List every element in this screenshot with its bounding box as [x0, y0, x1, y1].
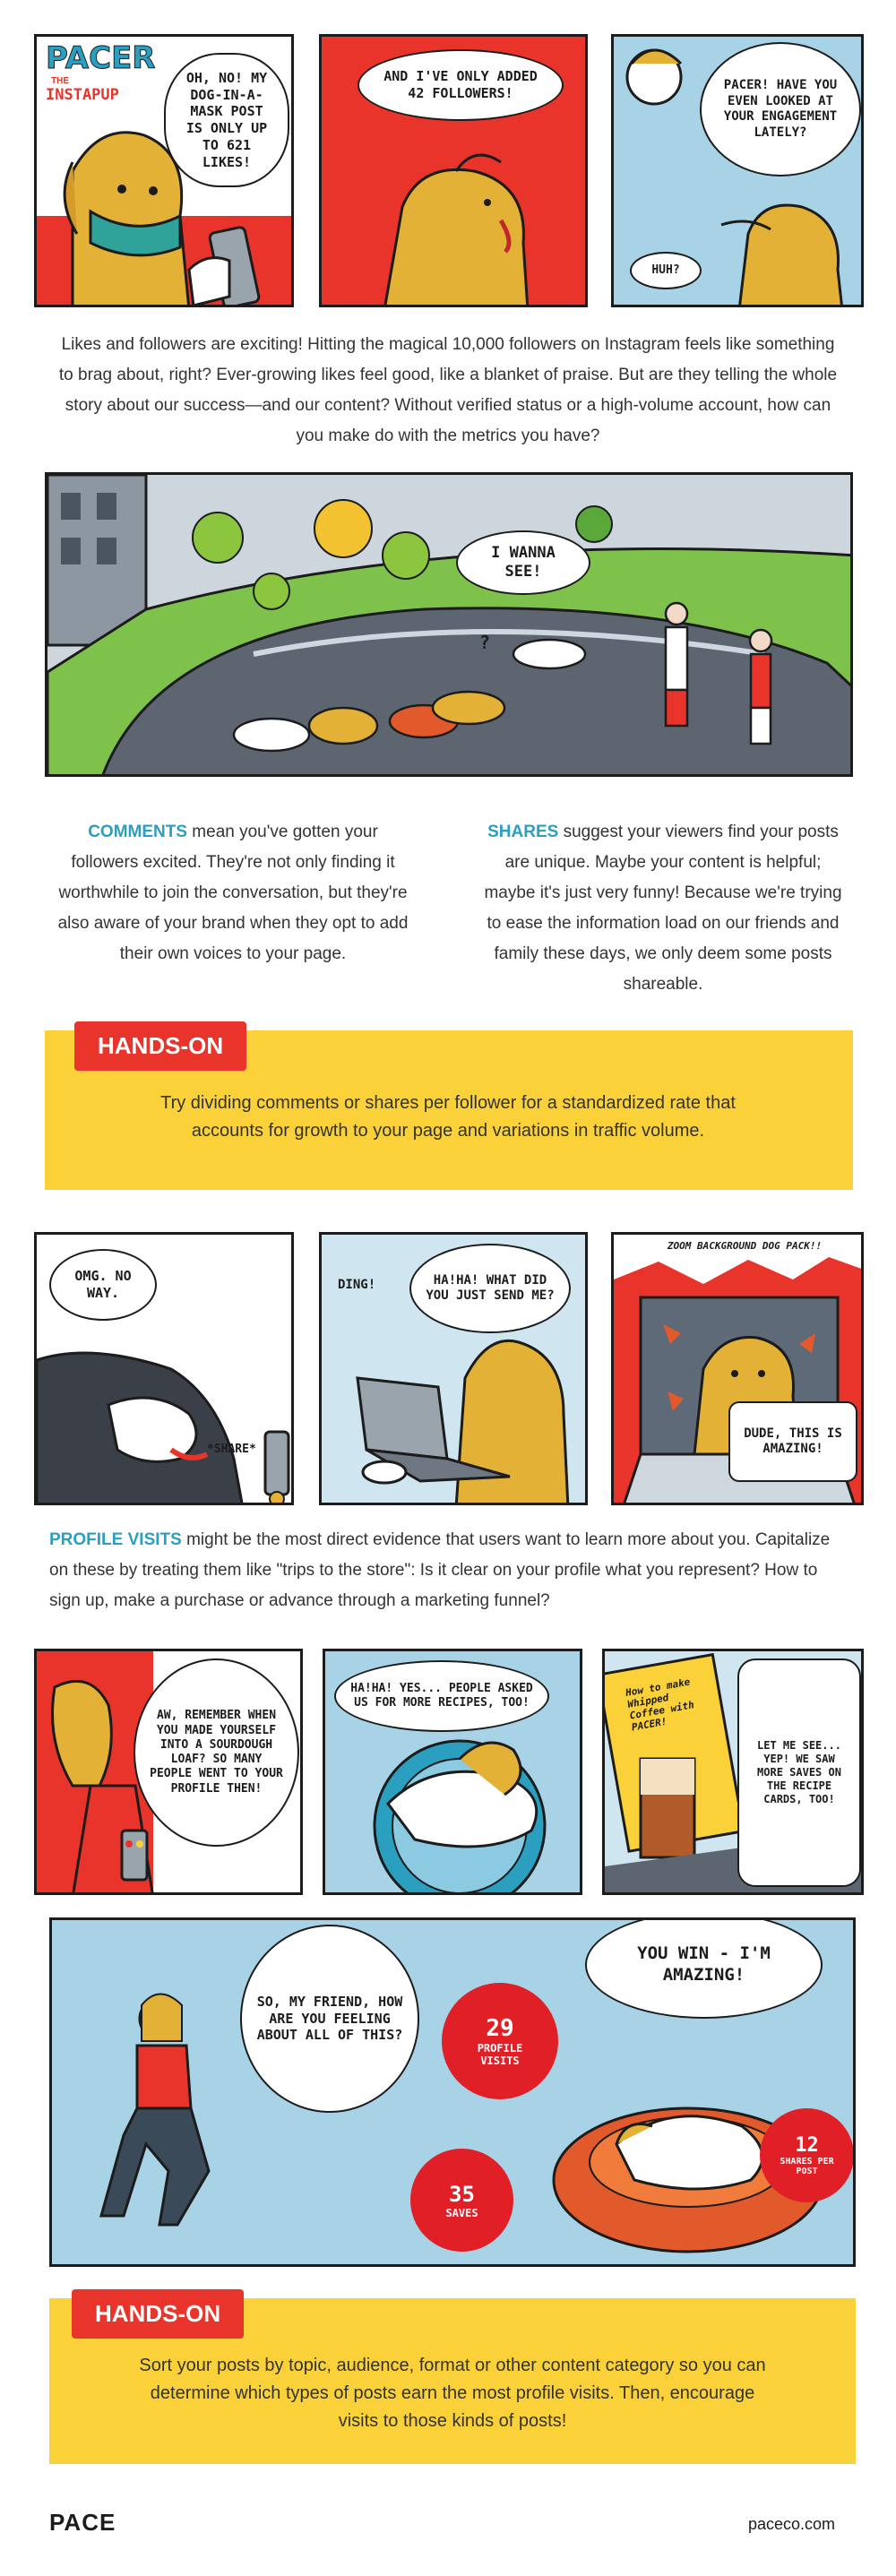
speech-bubble: YOU WIN - I'M AMAZING! — [585, 1917, 823, 2019]
pacer-logo-sub: INSTAPUP — [46, 86, 119, 104]
badge-label: SAVES — [445, 2206, 478, 2219]
shares-paragraph — [479, 817, 847, 1000]
hands-on-text: Sort your posts by topic, audience, format or other content category so you can determine which types of posts earn the most profile visits. Then, encourage visits to those kinds of posts! — [139, 2356, 766, 2431]
zoom-title: ZOOM BACKGROUND DOG PACK!! — [667, 1240, 823, 1252]
comic-panel-5 — [319, 1232, 588, 1505]
profile-visits-text: might be the most direct evidence that users want to learn more about you. Capitalize on these by treating them like "trips to the store": Is it clear on your profile what you represent? How to sign up, make a purchase or advance through a marketing funnel? — [49, 1530, 831, 1610]
shares-text: suggest your viewers find your posts are unique. Maybe your content is helpful; maybe it's just very funny! Because we're trying to ease the information load on our friends and family these days, we only deem some posts shareable. — [484, 823, 842, 994]
intro-paragraph: Likes and followers are exciting! Hitting the magical 10,000 followers on Instagram feels like something to brag about, right? Ever-growing likes feel good, like a blanket of praise. But are they telling the whole story about our success—and our content? Without verified status or a high-volume account, how can you make do with the metrics you have? — [58, 335, 838, 445]
comic-panel-1 — [34, 34, 294, 307]
comic-panel-3 — [611, 34, 864, 307]
shares-keyword: SHARES — [487, 823, 559, 841]
footer-logo: PACE — [49, 2509, 116, 2536]
badge-label: PROFILE VISITS — [477, 2042, 523, 2067]
badge-label: SHARES PER POST — [780, 2157, 834, 2176]
profile-visits-keyword: PROFILE VISITS — [49, 1530, 182, 1549]
hands-on-label: HANDS-ON — [74, 1021, 246, 1071]
speech-bubble: OH, NO! MY DOG-IN-A-MASK POST IS ONLY UP TO 621 LIKES! — [164, 53, 289, 187]
hands-on-callout-1 — [45, 1030, 853, 1190]
recipe-card-text: How to make Whipped Coffee with PACER! — [625, 1676, 695, 1734]
footer-url[interactable]: paceco.com — [748, 2515, 836, 2533]
pacer-logo-title: PACER — [46, 40, 156, 76]
ding-sound-effect: DING! — [338, 1278, 376, 1292]
speech-bubble: HA!HA! WHAT DID YOU JUST SEND ME? — [409, 1244, 571, 1333]
comic-panel-4 — [34, 1232, 294, 1505]
badge-number: 12 — [795, 2134, 819, 2157]
speech-bubble: I WANNA SEE! — [456, 530, 590, 595]
comic-panel-2 — [319, 34, 588, 307]
comic-panel-6 — [611, 1232, 864, 1505]
question-mark: ? — [479, 632, 491, 653]
comic-panel-7 — [34, 1649, 303, 1895]
park-illustration-panel — [45, 472, 853, 777]
profile-visits-badge — [442, 1983, 558, 2099]
speech-bubble: OMG. NO WAY. — [49, 1249, 157, 1321]
badge-number: 29 — [486, 2015, 514, 2042]
comic-panel-9 — [602, 1649, 864, 1895]
speech-bubble: DUDE, THIS IS AMAZING! — [728, 1401, 857, 1482]
pacer-logo-the: THE — [51, 76, 69, 86]
pacer-logo — [46, 40, 156, 104]
speech-bubble-small: HUH? — [630, 252, 702, 289]
share-sound-effect: *SHARE* — [207, 1443, 256, 1456]
comments-paragraph — [54, 817, 412, 969]
shares-per-post-badge — [760, 2108, 854, 2202]
speech-bubble: HA!HA! YES... PEOPLE ASKED US FOR MORE RECIPES, TOO! — [334, 1660, 549, 1732]
comments-keyword: COMMENTS — [88, 823, 188, 841]
hands-on-label: HANDS-ON — [72, 2289, 244, 2339]
saves-badge — [410, 2149, 513, 2252]
comments-text: mean you've gotten your followers excited. They're not only finding it worthwhile to join the conversation, but they're also aware of your brand when they opt to add their own voices to your page. — [57, 823, 409, 963]
badge-number: 35 — [449, 2181, 475, 2207]
speech-bubble: AW, REMEMBER WHEN YOU MADE YOURSELF INTO A SOURDOUGH LOAF? SO MANY PEOPLE WENT TO YOUR PROFILE THEN! — [134, 1658, 299, 1847]
comic-panel-10 — [49, 1917, 856, 2267]
speech-bubble: AND I'VE ONLY ADDED 42 FOLLOWERS! — [358, 49, 564, 121]
comic-panel-8 — [323, 1649, 582, 1895]
speech-bubble: SO, MY FRIEND, HOW ARE YOU FEELING ABOUT ALL OF THIS? — [240, 1925, 419, 2113]
hands-on-text: Try dividing comments or shares per follower for a standardized rate that accounts for growth to your page and variations in traffic volume. — [160, 1093, 736, 1141]
profile-visits-paragraph — [49, 1525, 847, 1616]
hands-on-callout-2 — [49, 2298, 856, 2464]
speech-bubble: PACER! HAVE YOU EVEN LOOKED AT YOUR ENGAGEMENT LATELY? — [700, 42, 861, 177]
dog-park-illustration — [47, 475, 853, 777]
speech-bubble: LET ME SEE... YEP! WE SAW MORE SAVES ON THE RECIPE CARDS, TOO! — [737, 1658, 861, 1887]
